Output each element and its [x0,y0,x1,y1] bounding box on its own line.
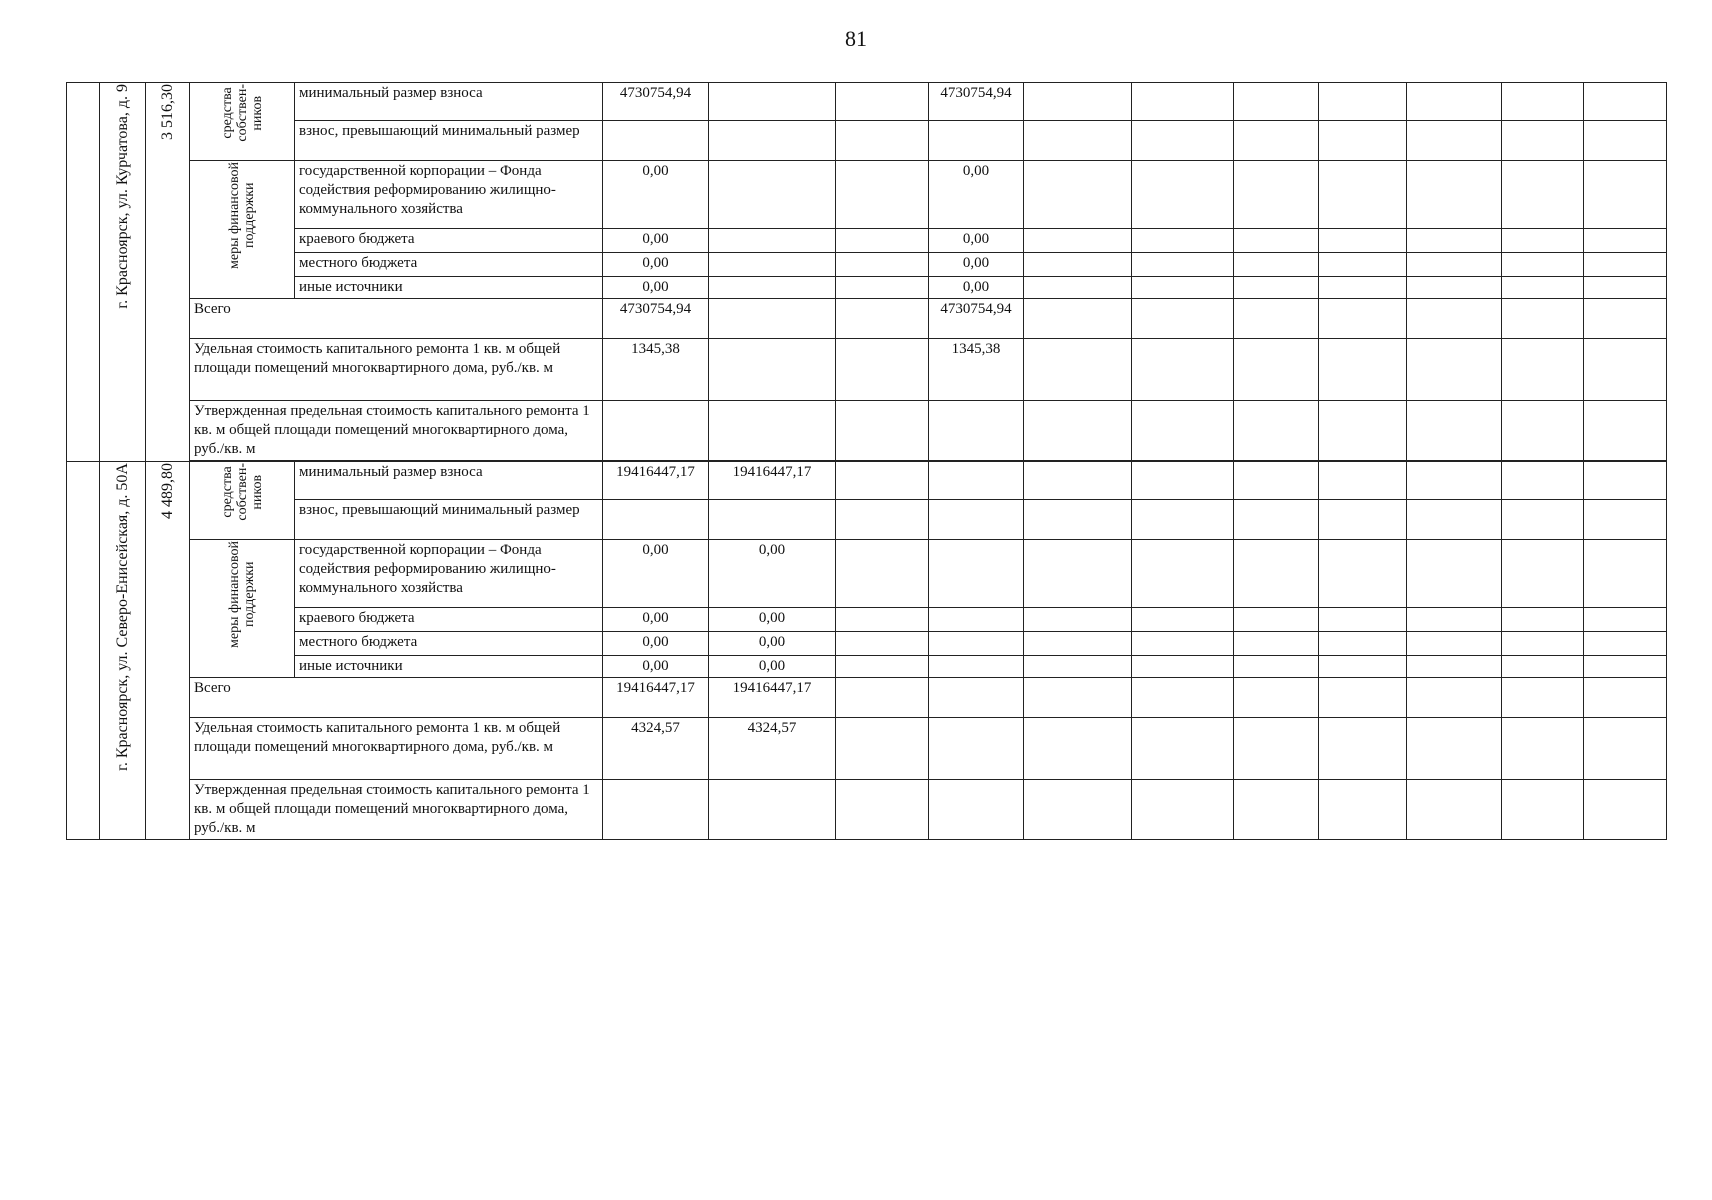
value-cell: 0,00 [603,540,709,608]
value-cell: 4730754,94 [603,299,709,339]
empty-cell [1584,299,1667,339]
table-row [67,500,1667,540]
empty-cell [603,401,709,461]
value-cell: 19416447,17 [603,678,709,718]
empty-cell [1319,462,1407,500]
empty-cell [1407,632,1502,656]
empty-cell [1024,83,1132,121]
empty-cell [1132,161,1234,229]
empty-cell [1502,608,1584,632]
empty-cell [836,462,929,500]
empty-cell [1024,500,1132,540]
value-cell: 4730754,94 [929,299,1024,339]
table-body [67,83,1667,840]
empty-cell [709,121,836,161]
empty-cell [1407,299,1502,339]
empty-cell [1132,656,1234,678]
empty-cell [1407,462,1502,500]
value-cell: 19416447,17 [709,462,836,500]
table-row [67,121,1667,161]
empty-cell [1407,339,1502,401]
empty-cell [1234,229,1319,253]
empty-cell [1502,632,1584,656]
empty-cell [1234,678,1319,718]
empty-cell [1407,500,1502,540]
empty-cell [709,253,836,277]
empty-cell [709,780,836,840]
empty-cell [1584,161,1667,229]
empty-cell [1502,780,1584,840]
empty-cell [1584,500,1667,540]
table-row [67,277,1667,299]
table-row [67,253,1667,277]
empty-cell [1502,83,1584,121]
empty-cell [1319,718,1407,780]
value-cell: 0,00 [929,229,1024,253]
empty-cell [929,500,1024,540]
empty-cell [1234,299,1319,339]
empty-cell [929,780,1024,840]
empty-cell [1502,500,1584,540]
empty-cell [1319,339,1407,401]
empty-cell [1024,229,1132,253]
empty-cell [1584,83,1667,121]
empty-cell [836,161,929,229]
empty-cell [1024,299,1132,339]
empty-cell [1132,500,1234,540]
value-cell: 0,00 [603,253,709,277]
empty-cell [1234,83,1319,121]
table-row [67,540,1667,608]
value-cell: 19416447,17 [603,462,709,500]
address-cell: г. Красноярск, ул. Северо-Енисейская, д. 50А [100,462,146,840]
empty-cell [709,401,836,461]
table-row [67,339,1667,401]
row-label: минимальный размер взноса [295,462,603,500]
empty-cell [709,339,836,401]
empty-cell [1584,718,1667,780]
empty-cell [1407,83,1502,121]
empty-cell [1319,83,1407,121]
empty-cell [1584,229,1667,253]
empty-cell [1502,229,1584,253]
empty-cell [1319,500,1407,540]
table-row [67,718,1667,780]
row-label: взнос, превышающий минимальный размер [295,121,603,161]
empty-cell [929,401,1024,461]
row-label: Удельная стоимость капитального ремонта 1 кв. м общей площади помещений многоквартирного дома, руб./кв. м [190,718,603,780]
empty-cell [1407,121,1502,161]
table-row [67,161,1667,229]
address-cell: г. Красноярск, ул. Курчатова, д. 9 [100,83,146,462]
table-row [67,299,1667,339]
empty-cell [1132,253,1234,277]
empty-cell [1319,229,1407,253]
table-row [67,656,1667,678]
empty-cell [709,229,836,253]
empty-cell [929,121,1024,161]
empty-cell [1132,540,1234,608]
empty-cell [1024,339,1132,401]
empty-cell [836,656,929,678]
empty-cell [1584,540,1667,608]
empty-cell [1584,608,1667,632]
table-row [67,780,1667,840]
empty-cell [836,401,929,461]
row-label: взнос, превышающий минимальный размер [295,500,603,540]
empty-cell [1234,253,1319,277]
empty-cell [1024,678,1132,718]
row-label: иные источники [295,656,603,678]
empty-cell [1407,780,1502,840]
value-cell: 1345,38 [603,339,709,401]
group-own-funds: средства собствен- ников [190,462,295,540]
empty-cell [709,299,836,339]
empty-cell [929,718,1024,780]
empty-cell [836,83,929,121]
table-row [67,401,1667,461]
empty-cell [1319,401,1407,461]
table-row [67,608,1667,632]
empty-cell [709,500,836,540]
empty-cell [1584,780,1667,840]
empty-cell [603,121,709,161]
empty-cell [1407,253,1502,277]
empty-cell [836,299,929,339]
empty-cell [1132,229,1234,253]
empty-cell [1407,277,1502,299]
empty-cell [1132,339,1234,401]
empty-cell [1024,462,1132,500]
empty-cell [1407,401,1502,461]
empty-cell [836,718,929,780]
empty-cell [1319,540,1407,608]
empty-cell [1319,632,1407,656]
empty-cell [1319,656,1407,678]
empty-cell [1319,678,1407,718]
value-cell: 0,00 [603,277,709,299]
empty-cell [929,656,1024,678]
empty-cell [836,608,929,632]
value-cell: 0,00 [603,161,709,229]
row-label: государственной корпорации – Фонда содействия реформированию жилищно-коммунального хозяйства [295,161,603,229]
empty-cell [603,500,709,540]
empty-cell [1024,718,1132,780]
empty-cell [836,632,929,656]
value-cell: 0,00 [709,632,836,656]
empty-cell [1502,462,1584,500]
table-row [67,678,1667,718]
empty-cell [1234,339,1319,401]
empty-cell [1234,161,1319,229]
table-row [67,83,1667,121]
empty-cell [1584,339,1667,401]
empty-cell [1502,299,1584,339]
empty-cell [1234,656,1319,678]
row-label: краевого бюджета [295,229,603,253]
page-number: 81 [845,26,867,51]
value-cell: 0,00 [709,608,836,632]
row-label: местного бюджета [295,632,603,656]
empty-cell [1024,780,1132,840]
table-row [67,632,1667,656]
empty-cell [1584,632,1667,656]
empty-cell [1132,121,1234,161]
empty-cell [1024,277,1132,299]
empty-cell [836,229,929,253]
empty-cell [1024,401,1132,461]
empty-cell [1584,253,1667,277]
group-fin-support: меры финансовой поддержки [190,161,295,299]
empty-cell [1319,253,1407,277]
area-cell: 4 489,80 [146,462,190,840]
empty-cell [1132,718,1234,780]
empty-cell [1132,678,1234,718]
value-cell: 19416447,17 [709,678,836,718]
empty-cell [1319,780,1407,840]
value-cell: 0,00 [929,253,1024,277]
empty-cell [1024,632,1132,656]
empty-cell [1319,121,1407,161]
row-label: Всего [190,299,603,339]
empty-cell [1584,277,1667,299]
empty-cell [1132,401,1234,461]
empty-cell [836,540,929,608]
table-row [67,229,1667,253]
empty-cell [1132,299,1234,339]
row-label: Утвержденная предельная стоимость капитального ремонта 1 кв. м общей площади помещений многоквартирного дома, руб./кв. м [190,401,603,461]
empty-cell [709,161,836,229]
empty-cell [1234,718,1319,780]
empty-cell [836,678,929,718]
empty-cell [836,500,929,540]
empty-cell [1132,780,1234,840]
empty-cell [1132,632,1234,656]
row-label: Утвержденная предельная стоимость капитального ремонта 1 кв. м общей площади помещений многоквартирного дома, руб./кв. м [190,780,603,840]
row-label: местного бюджета [295,253,603,277]
value-cell: 4324,57 [709,718,836,780]
empty-cell [1584,656,1667,678]
value-cell: 0,00 [929,277,1024,299]
value-cell: 0,00 [603,632,709,656]
area-cell: 3 516,30 [146,83,190,462]
empty-cell [929,462,1024,500]
empty-cell [1502,277,1584,299]
capital-repair-table [66,82,1667,840]
empty-cell [836,339,929,401]
empty-cell [1132,608,1234,632]
value-cell: 1345,38 [929,339,1024,401]
empty-cell [1502,540,1584,608]
value-cell: 4730754,94 [929,83,1024,121]
empty-cell [1024,121,1132,161]
row-label: Удельная стоимость капитального ремонта 1 кв. м общей площади помещений многоквартирного дома, руб./кв. м [190,339,603,401]
empty-cell [1234,462,1319,500]
empty-cell [929,608,1024,632]
empty-cell [1319,161,1407,229]
empty-cell [1319,299,1407,339]
empty-cell [1502,161,1584,229]
empty-cell [1502,339,1584,401]
empty-cell [1584,462,1667,500]
empty-cell [1024,161,1132,229]
empty-cell [1584,121,1667,161]
empty-cell [67,462,100,840]
empty-cell [1407,161,1502,229]
value-cell: 4324,57 [603,718,709,780]
empty-cell [1234,780,1319,840]
empty-cell [1407,678,1502,718]
value-cell: 0,00 [709,540,836,608]
empty-cell [929,540,1024,608]
empty-cell [929,678,1024,718]
value-cell: 0,00 [603,608,709,632]
empty-cell [709,83,836,121]
empty-cell [1407,656,1502,678]
empty-cell [1234,608,1319,632]
empty-cell [836,277,929,299]
empty-cell [1502,656,1584,678]
empty-cell [1502,253,1584,277]
empty-cell [1234,540,1319,608]
value-cell: 0,00 [709,656,836,678]
empty-cell [1024,253,1132,277]
empty-cell [709,277,836,299]
empty-cell [1502,678,1584,718]
value-cell: 0,00 [603,656,709,678]
empty-cell [1024,540,1132,608]
empty-cell [836,253,929,277]
empty-cell [67,83,100,462]
empty-cell [1502,718,1584,780]
empty-cell [929,632,1024,656]
group-fin-support: меры финансовой поддержки [190,540,295,678]
row-label: Всего [190,678,603,718]
value-cell: 0,00 [603,229,709,253]
empty-cell [1132,462,1234,500]
table-row [67,462,1667,500]
row-label: краевого бюджета [295,608,603,632]
row-label: иные источники [295,277,603,299]
empty-cell [1132,277,1234,299]
empty-cell [1407,229,1502,253]
empty-cell [1407,718,1502,780]
value-cell: 0,00 [929,161,1024,229]
empty-cell [1407,540,1502,608]
empty-cell [1584,401,1667,461]
empty-cell [836,121,929,161]
empty-cell [1234,121,1319,161]
empty-cell [1319,608,1407,632]
empty-cell [1132,83,1234,121]
row-label: минимальный размер взноса [295,83,603,121]
empty-cell [1234,401,1319,461]
row-label: государственной корпорации – Фонда содействия реформированию жилищно-коммунального хозяйства [295,540,603,608]
empty-cell [1234,632,1319,656]
value-cell: 4730754,94 [603,83,709,121]
empty-cell [1584,678,1667,718]
empty-cell [1319,277,1407,299]
empty-cell [1502,121,1584,161]
empty-cell [1024,608,1132,632]
empty-cell [603,780,709,840]
empty-cell [1502,401,1584,461]
empty-cell [836,780,929,840]
empty-cell [1024,656,1132,678]
empty-cell [1234,500,1319,540]
empty-cell [1234,277,1319,299]
empty-cell [1407,608,1502,632]
group-own-funds: средства собствен- ников [190,83,295,161]
